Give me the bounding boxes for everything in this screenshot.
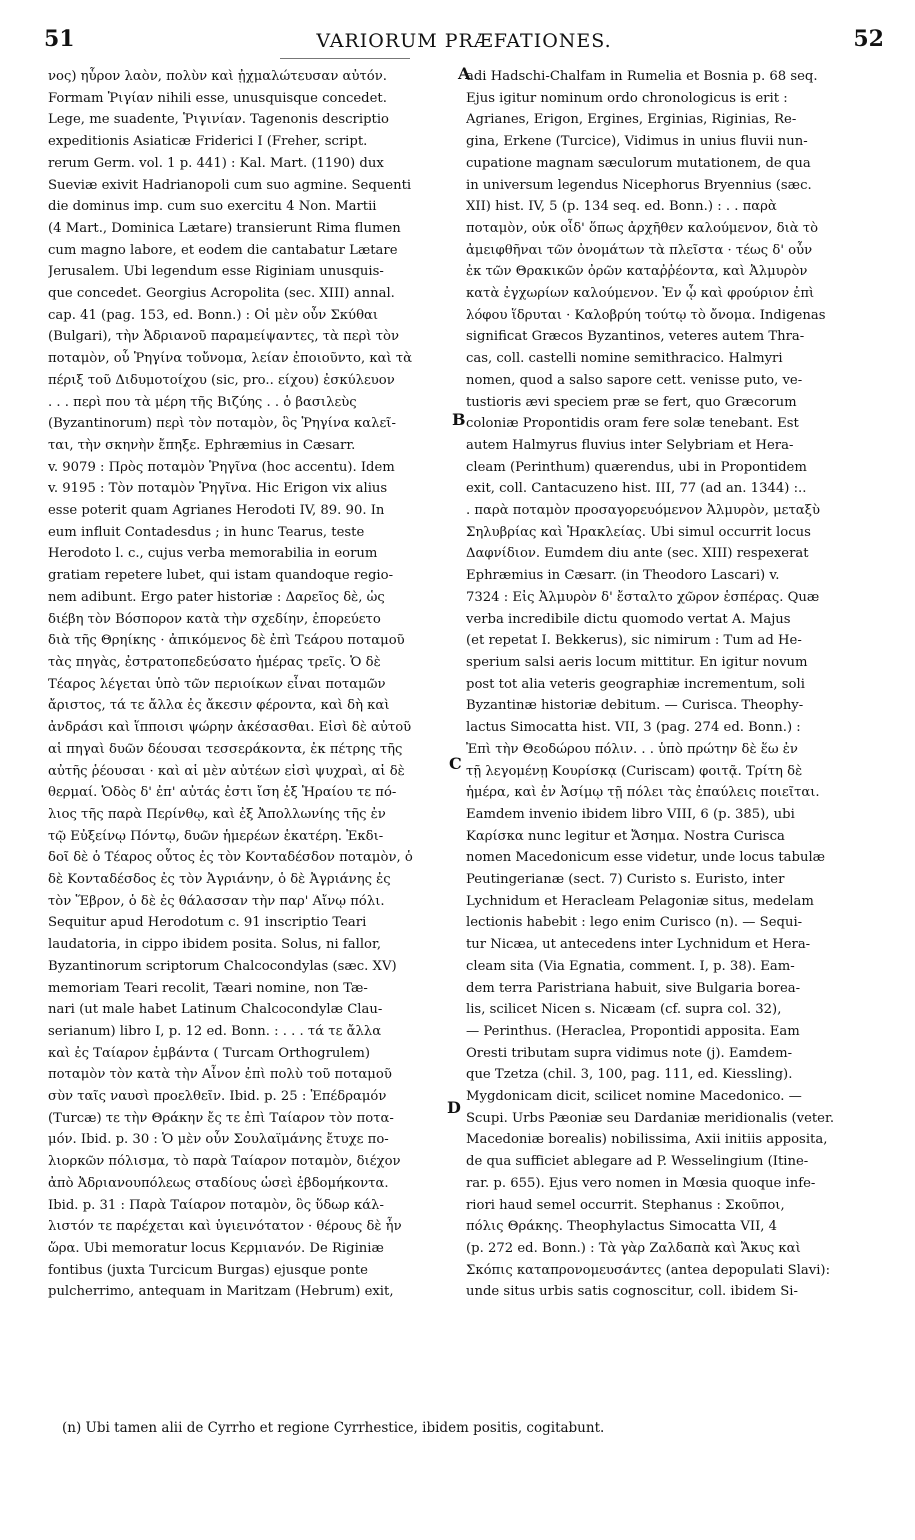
text-line: ἐκ τῶν Θρακικῶν ὀρῶν καταῤῥέοντα, καὶ Ἀλμυρὸν [466, 264, 808, 280]
text-line: (Bulgari), τὴν Ἀδριανοῦ παραμείψαντες, τὰ περὶ τὸν [48, 329, 399, 345]
text-line: λιορκῶν πόλισμα, τὸ παρὰ Ταίαρον ποταμὸν, διέχον [48, 1154, 401, 1170]
text-line: rar. p. 655). Ejus vero nomen in Mœsia quoque infe- [466, 1175, 816, 1191]
text-line: διὰ τῆς Θρηίκης · ἀπικόμενος δὲ ἐπὶ Τεάρου ποταμοῦ [48, 633, 405, 649]
margin-letter-c: C [449, 754, 462, 773]
header-rule [280, 58, 410, 59]
text-line: gina, Erkene (Turcice), Vidimus in unius fluvii nun- [466, 134, 808, 150]
text-line: Δαφνίδιον. Eumdem diu ante (sec. XIII) respexerat [466, 546, 809, 562]
text-line: ἀμειφθῆναι τῶν ὀνομάτων τὰ πλεῖστα · τέως δ' οὖν [466, 242, 813, 258]
text-line: διέβη τὸν Βόσπορον κατὰ τὴν σχεδίην, ἐπορεύετο [48, 611, 381, 627]
text-line: lis, scilicet Nicen s. Nicæam (cf. supra col. 32), [466, 1002, 782, 1018]
margin-letter-b: B [452, 410, 466, 429]
text-line: πέριξ τοῦ Διδυμοτοίχου (sic, pro.. είχου) ἐσκύλευον [48, 372, 395, 388]
text-line: δοῖ δὲ ὁ Τέαρος οὗτος ἐς τὸν Κονταδέσδον ποταμὸν, ὁ [48, 850, 413, 866]
text-line: memoriam Teari recolit, Tæari nomine, non Tæ- [48, 980, 368, 996]
text-line: λιστόν τε παρέχεται καὶ ὑγιεινότατον · θέρους δὲ ἦν [48, 1219, 402, 1235]
text-line: dem terra Paristriana habuit, sive Bulgaria borea- [466, 980, 801, 996]
text-line: Sueviæ exivit Hadrianopoli cum suo agmine. Sequenti [48, 177, 412, 193]
text-line: τὰς πηγὰς, ἐστρατοπεδεύσατο ἡμέρας τρεῖς. Ὁ δὲ [48, 654, 381, 670]
text-line: Macedoniæ borealis) nobilissima, Axii initiis apposita, [466, 1132, 828, 1148]
text-line: significat Græcos Byzantinos, veteres autem Thra- [466, 329, 805, 345]
text-line: tustioris ævi speciem præ se fert, quo Græcorum [466, 394, 797, 410]
text-line: unde situs urbis satis cognoscitur, coll. ibidem Si- [466, 1284, 798, 1300]
text-line: Herodoto l. c., cujus verba memorabilia in eorum [48, 546, 378, 562]
text-line: (Byzantinorum) περὶ τὸν ποταμὸν, ὃς Ῥηγίνα καλεῖ- [48, 416, 396, 432]
text-line: pulcherrimo, antequam in Maritzam (Hebrum) exit, [48, 1284, 394, 1300]
text-line: Ephræmius in Cæsarr. (in Theodoro Lascari) v. [466, 568, 780, 584]
text-line: λόφου ἵδρυται · Καλοβρύη τούτῳ τὸ ὄνομα. Indigenas [466, 307, 826, 323]
text-line: Τέαρος λέγεται ὑπὸ τῶν περιοίκων εἶναι ποταμῶν [48, 676, 386, 692]
text-line: σὺν ταῖς ναυσὶ προελθεῖν. Ibid. p. 25 : Ἐπέδραμόν [48, 1089, 387, 1105]
text-line: cum magno labore, et eodem die cantabatur Lætare [48, 242, 398, 258]
text-line: νος) ηὗρον λαὸν, πολὺν καὶ ᾐχμαλώτευσαν αὐτόν. [48, 69, 387, 84]
text-line: v. 9195 : Τὸν ποταμὸν Ῥηγῖνα. Hic Erigon vix alius [48, 481, 388, 497]
left-column [48, 66, 456, 1303]
text-line: v. 9079 : Πρὸς ποταμὸν Ῥηγῖνα (hoc accentu). Idem [48, 459, 395, 475]
text-line: ἡμέρα, καὶ ἐν Ἀσίμῳ τῇ πόλει τὰς ἐπαύλεις ποιεῖται. [466, 785, 820, 801]
text-line: μόν. Ibid. p. 30 : Ὁ μὲν οὖν Σουλαϊμάνης ἔτυχε πο- [48, 1132, 389, 1148]
text-line: nomen, quod a salso sapore cett. venisse puto, ve- [466, 372, 803, 388]
margin-letter-d: D [447, 1098, 461, 1117]
text-line: Byzantinorum scriptorum Chalcocondylas (sæc. XV) [48, 958, 397, 974]
running-title: VARIORUM PRÆFATIONES. [316, 30, 612, 52]
text-line: κατὰ ἐγχωρίων καλούμενον. Ἐν ᾧ καὶ φρούριον ἐπὶ [466, 286, 815, 302]
text-line: fontibus (juxta Turcicum Burgas) ejusque ponte [48, 1262, 368, 1278]
text-line: lactus Simocatta hist. VII, 3 (pag. 274 ed. Bonn.) : [466, 720, 801, 736]
text-line: Ejus igitur nominum ordo chronologicus is erit : [466, 90, 788, 106]
text-line: riori haud semel occurrit. Stephanus : Σκοῦποι, [466, 1197, 785, 1213]
text-line: XII) hist. IV, 5 (p. 134 seq. ed. Bonn.) : . . παρὰ [466, 199, 777, 215]
text-line: Σκόπις καταπρονομευσάντες (antea depopulati Slavi): [466, 1262, 831, 1278]
text-line: — Perinthus. (Heraclea, Propontidi apposita. Eam [466, 1023, 800, 1039]
text-line: autem Halmyrus fluvius inter Selybriam et Hera- [466, 437, 794, 453]
text-line: Byzantinæ historiæ debitum. — Curisca. Theophy- [466, 698, 804, 714]
text-line: πόλις Θράκης. Theophylactus Simocatta VII, 4 [466, 1219, 778, 1235]
text-line: die dominus imp. cum suo exercitu 4 Non. Martii [48, 199, 377, 215]
text-line: Agrianes, Erigon, Ergines, Erginias, Riginias, Re- [466, 112, 797, 128]
text-line: cap. 41 (pag. 153, ed. Bonn.) : Οἱ μὲν οὖν Σκύθαι [48, 307, 379, 323]
text-line: τὸν Ἕβρον, ὁ δὲ ἐς θάλασσαν τὴν παρ' Αἴνῳ πόλι. [48, 893, 385, 909]
text-line: cleam sita (Via Egnatia, comment. I, p. 38). Eam- [466, 958, 795, 974]
text-line: Eamdem invenio ibidem libro VIII, 6 (p. 385), ubi [466, 806, 795, 822]
text-line: serianum) libro I, p. 12 ed. Bonn. : . . . τά τε ἄλλα [48, 1023, 382, 1039]
left-page-number: 51 [44, 26, 75, 52]
right-page-number: 52 [853, 26, 884, 52]
text-line: . παρὰ ποταμὸν προσαγορευόμενον Ἀλμυρὸν, μεταξὺ [466, 503, 820, 519]
text-line: de qua sufficiet ablegare ad P. Wesselingium (Itine- [466, 1154, 809, 1170]
text-line: cas, coll. castelli nomine semithracico. Halmyri [466, 351, 783, 367]
text-line: verba incredibile dictu quomodo vertat A. Majus [466, 611, 791, 627]
text-line: sperium salsi aeris locum mittitur. En igitur novum [466, 654, 808, 670]
text-line: esse poterit quam Agrianes Herodoti IV, 89. 90. In [48, 503, 385, 519]
text-line: lectionis habebit : lego enim Curisco (n). — Sequi- [466, 915, 803, 931]
right-column [466, 66, 876, 1303]
text-line: Peutingerianæ (sect. 7) Curisto s. Euristo, inter [466, 872, 785, 888]
text-line: que concedet. Georgius Acropolita (sec. XIII) annal. [48, 286, 395, 302]
text-line: ποταμὸν, οὗ Ῥηγίνα τοὔνομα, λείαν ἐποιοῦντο, καὶ τὰ [48, 351, 413, 367]
text-line: θερμαί. Ὁδὸς δ' ἐπ' αὐτάς ἐστι ἴση ἐξ Ἡραίου τε πό- [48, 785, 397, 801]
page-header [44, 22, 884, 62]
text-line: Ἐπὶ τὴν Θεοδώρου πόλιν. . . ὑπὸ πρώτην δὲ ἕω ἐν [466, 741, 798, 757]
text-line: Lege, me suadente, Ῥιγινίαν. Tagenonis descriptio [48, 112, 389, 128]
text-line: Scupi. Urbs Pæoniæ seu Dardaniæ meridionalis (veter. [466, 1110, 835, 1126]
text-line: Mygdonicam dicit, scilicet nomine Macedonico. — [466, 1089, 802, 1105]
text-line: coloniæ Propontidis oram fere solæ tenebant. Est [466, 416, 799, 432]
footnote: (n) Ubi tamen alii de Cyrrho et regione Cyrrhestice, ibidem positis, cogitabunt. [62, 1420, 605, 1436]
text-line: 7324 : Εἰς Ἀλμυρὸν δ' ἔσταλτο χῶρον ἑσπέρας. Quæ [466, 589, 820, 605]
text-line: laudatoria, in cippo ibidem posita. Solus, ni fallor, [48, 937, 382, 953]
margin-letter-a: A [458, 64, 471, 83]
text-line: cupatione magnam sæculorum mutationem, de qua [466, 155, 811, 171]
text-line: . . . περὶ που τὰ μέρη τῆς Βιζύης . . ὁ βασιλεὺς [48, 394, 357, 410]
text-line: adi Hadschi-Chalfam in Rumelia et Bosnia p. 68 seq. [466, 69, 818, 84]
text-line: nem adibunt. Ergo pater historiæ : Δαρεῖος δὲ, ὡς [48, 589, 385, 605]
text-line: Σηλυβρίας καὶ Ἡρακλείας. Ubi simul occurrit locus [466, 524, 811, 540]
text-line: Lychnidum et Heracleam Pelagoniæ situs, medelam [466, 893, 814, 909]
text-line: καὶ ἐς Ταίαρον ἐμβάντα ( Turcam Orthogrulem) [48, 1045, 371, 1061]
text-line: ται, τὴν σκηνὴν ἔπηξε. Ephræmius in Cæsarr. [48, 437, 356, 453]
text-line: (Turcæ) τε τὴν Θράκην ἔς τε ἐπὶ Ταίαρον τὸν ποτα- [48, 1110, 394, 1126]
text-line: Sequitur apud Herodotum c. 91 inscriptio Teari [48, 915, 367, 931]
text-line: ἄριστος, τά τε ἄλλα ἐς ἄκεσιν φέροντα, καὶ δὴ καὶ [48, 698, 390, 714]
text-line: λιος τῆς παρὰ Περίνθῳ, καὶ ἐξ Ἀπολλωνίης τῆς ἐν [48, 806, 386, 822]
text-line: (p. 272 ed. Bonn.) : Τὰ γὰρ Ζαλδαπὰ καὶ Ἄκυς καὶ [466, 1240, 801, 1256]
text-line: que Tzetza (chil. 3, 100, pag. 111, ed. Kiessling). [466, 1067, 793, 1083]
text-line: ποταμὸν, οὐκ οἶδ' ὅπως ἀρχῆθεν καλούμενον, διὰ τὸ [466, 220, 819, 236]
text-line: exit, coll. Cantacuzeno hist. III, 77 (ad an. 1344) :.. [466, 481, 807, 497]
text-line: rerum Germ. vol. 1 p. 441) : Kal. Mart. (1190) dux [48, 155, 384, 171]
text-line: ἀνδράσι καὶ ἵπποισι ψώρην ἀκέσασθαι. Εἰσὶ δὲ αὐτοῦ [48, 720, 412, 736]
text-line: (et repetat I. Bekkerus), sic nimirum : Tum ad He- [466, 633, 802, 649]
text-line: cleam (Perinthum) quærendus, ubi in Propontidem [466, 459, 807, 475]
text-line: post tot alia veteris geographiæ incrementum, soli [466, 676, 805, 692]
text-line: Oresti tributam supra vidimus note (j). Eamdem- [466, 1045, 793, 1061]
text-line: δὲ Κονταδέσδος ἐς τὸν Ἀγριάνην, ὁ δὲ Ἀγριάνης ἐς [48, 872, 391, 888]
text-line: τῷ Εὐξείνῳ Πόντῳ, δυῶν ἡμερέων ἑκατέρη. Ἐκδι- [48, 828, 384, 844]
text-line: ἀπὸ Ἀδριανουπόλεως σταδίους ὡσεὶ ἑβδομήκοντα. [48, 1175, 389, 1191]
text-line: (4 Mart., Dominica Lætare) transierunt Rima flumen [48, 220, 401, 236]
text-line: ποταμὸν τὸν κατὰ τὴν Αἶνον ἐπὶ πολὺ τοῦ ποταμοῦ [48, 1067, 392, 1083]
text-line: nomen Macedonicum esse videtur, unde locus tabulæ [466, 850, 826, 866]
text-line: in universum legendus Nicephorus Bryennius (sæc. [466, 177, 812, 193]
text-line: αὐτῆς ῥέουσαι · καὶ αἱ μὲν αὐτέων εἰσὶ ψυχραὶ, αἱ δὲ [48, 763, 405, 779]
text-line: nari (ut male habet Latinum Chalcocondylæ Clau- [48, 1002, 383, 1018]
text-line: αἱ πηγαὶ δυῶν δέουσαι τεσσεράκοντα, ἐκ πέτρης τῆς [48, 741, 403, 757]
text-line: gratiam repetere lubet, qui istam quandoque regio- [48, 568, 394, 584]
text-line: Καρίσκα nunc legitur et Ἄσημα. Nostra Curisca [466, 828, 785, 844]
text-line: tur Nicæa, ut antecedens inter Lychnidum et Hera- [466, 937, 811, 953]
text-line: τῇ λεγομένῃ Κουρίσκᾳ (Curiscam) φοιτᾷ. Τρίτη δὲ [466, 763, 803, 779]
text-line: expeditionis Asiaticæ Friderici I (Freher, script. [48, 134, 368, 150]
text-line: Formam Ῥιγίαν nihili esse, unusquisque concedet. [48, 90, 387, 106]
text-line: eum influit Contadesdus ; in hunc Tearus, teste [48, 524, 365, 540]
text-line: ὥρα. Ubi memoratur locus Κερμιανόν. De Riginiæ [48, 1240, 384, 1256]
text-line: Ibid. p. 31 : Παρὰ Ταίαρον ποταμὸν, ὃς ὕδωρ κάλ- [48, 1197, 384, 1213]
text-line: Jerusalem. Ubi legendum esse Riginiam unusquis- [48, 264, 384, 280]
